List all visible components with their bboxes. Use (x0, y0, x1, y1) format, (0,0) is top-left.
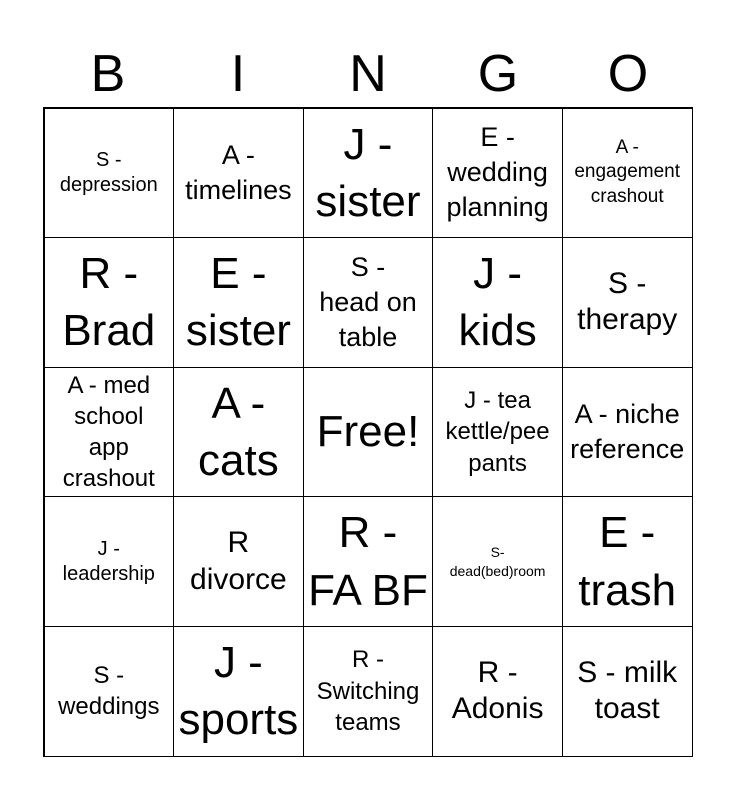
header-letter-n: N (349, 45, 387, 103)
bingo-header (43, 44, 693, 104)
cell-text: A - niche reference (570, 398, 685, 464)
bingo-cell free-space[interactable] (303, 367, 434, 498)
bingo-cell[interactable] (173, 367, 304, 498)
bingo-cell[interactable] (303, 108, 434, 239)
cell-text: R divorce (190, 526, 287, 596)
bingo-cell[interactable] (432, 108, 563, 239)
cell-text: S - milk toast (577, 655, 678, 726)
bingo-cell[interactable] (432, 237, 563, 368)
header-letter-i: I (230, 45, 246, 103)
bingo-cell[interactable] (173, 626, 304, 757)
cell-text: A - engagement crashout (574, 136, 681, 208)
cell-text: A - cats (198, 378, 279, 485)
cell-text: J - sister (315, 119, 421, 226)
bingo-cell[interactable] (562, 108, 693, 239)
header-letter-b: B (90, 45, 126, 103)
bingo-cell[interactable] (562, 496, 693, 627)
bingo-board (43, 107, 693, 757)
cell-text: R - FA BF (308, 508, 428, 615)
cell-text: S- dead(bed)room (449, 543, 546, 579)
bingo-cell[interactable] (173, 108, 304, 239)
bingo-cell[interactable] (44, 237, 175, 368)
cell-text: E - sister (185, 249, 291, 356)
header-letter-g: G (477, 45, 519, 103)
cell-text: A - timelines (185, 139, 292, 205)
header-letter-o: O (607, 45, 649, 103)
bingo-cell[interactable] (432, 626, 563, 757)
cell-text: S - depression (59, 148, 158, 196)
cell-text: R - Brad (62, 249, 156, 356)
cell-text: J - kids (458, 249, 537, 356)
bingo-cell[interactable] (562, 626, 693, 757)
bingo-cell[interactable] (173, 237, 304, 368)
bingo-cell[interactable] (44, 496, 175, 627)
cell-text: R - Adonis (451, 655, 544, 726)
cell-text: E - trash (578, 508, 677, 615)
cell-text: J - leadership (62, 537, 155, 585)
bingo-cell[interactable] (44, 108, 175, 239)
cell-text: J - tea kettle/pee pants (445, 387, 550, 477)
cell-text: E - wedding planning (446, 122, 549, 223)
cell-text: J - sports (178, 638, 299, 745)
bingo-cell[interactable] (303, 237, 434, 368)
bingo-cell[interactable] (562, 237, 693, 368)
bingo-cell[interactable] (173, 496, 304, 627)
cell-text: S - weddings (58, 662, 160, 721)
cell-text: S - therapy (577, 266, 678, 337)
cell-text: R - Switching teams (316, 646, 420, 736)
bingo-cell[interactable] (303, 626, 434, 757)
bingo-cell[interactable] (562, 367, 693, 498)
bingo-cell[interactable] (44, 626, 175, 757)
free-space-text: Free! (316, 407, 420, 457)
cell-text: A - med school app crashout (62, 371, 155, 493)
bingo-cell[interactable] (44, 367, 175, 498)
bingo-cell[interactable] (303, 496, 434, 627)
cell-text: S - head on table (319, 251, 417, 352)
bingo-cell[interactable] (432, 496, 563, 627)
bingo-cell[interactable] (432, 367, 563, 498)
